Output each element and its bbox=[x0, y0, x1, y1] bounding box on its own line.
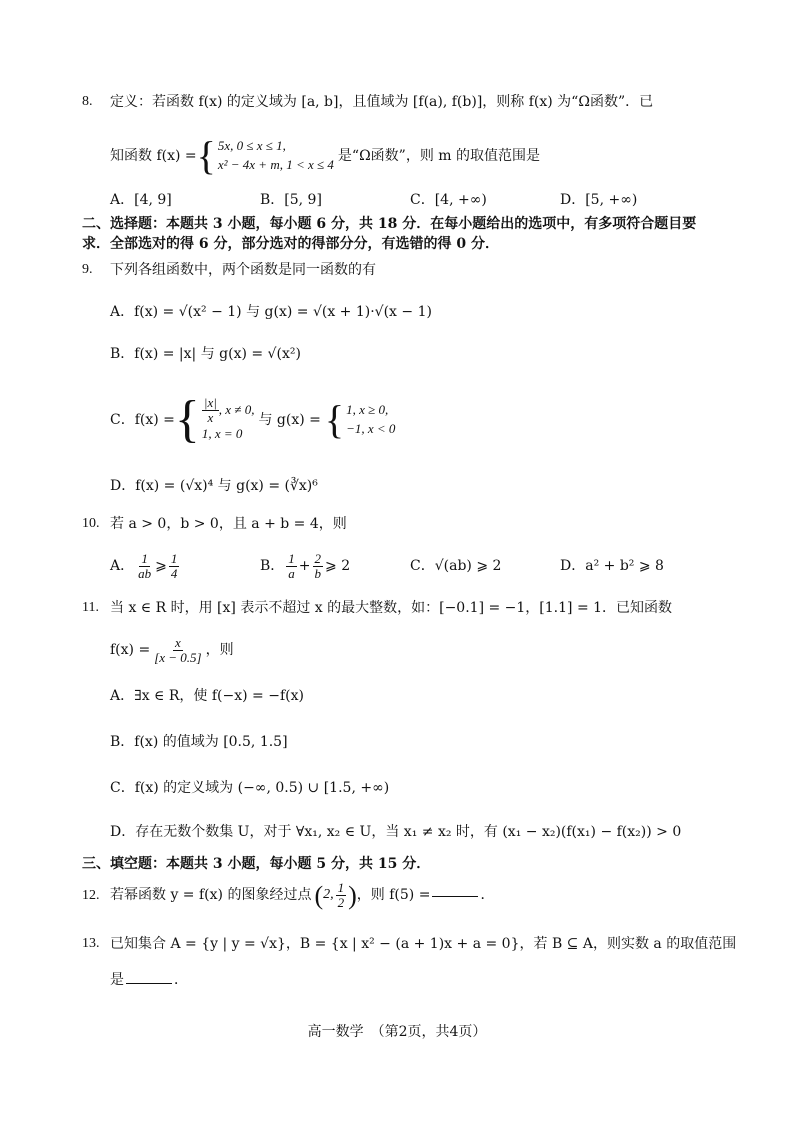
q11-option-d: D．存在无数个数集 U，对于 ∀x₁, x₂ ∈ U，当 x₁ ≠ x₂ 时，有 (x₁ − x₂)(f(x₁) − f(x₂)) > 0 bbox=[110, 824, 682, 840]
section2-heading-line2: 求．全部选对的得 6 分，部分选对的得部分分，有选错的得 0 分． bbox=[82, 236, 499, 252]
q10-option-d: D．a² + b² ⩾ 8 bbox=[560, 558, 664, 574]
section3-heading: 三、填空题：本题共 3 小题，每小题 5 分，共 15 分． bbox=[82, 856, 431, 872]
q8-line1: 定义：若函数 f(x) 的定义域为 [a, b]，且值域为 [f(a), f(b)]，则称 f(x) 为“Ω函数”．已 bbox=[110, 94, 654, 110]
q11-func-num: x bbox=[175, 635, 181, 650]
q10-b-rel: ⩾ 2 bbox=[325, 558, 351, 575]
q12-stem bbox=[110, 880, 494, 911]
answer-blank[interactable] bbox=[432, 895, 478, 897]
q10-b-den1: a bbox=[288, 566, 295, 582]
paren-close-glyph: ) bbox=[348, 881, 357, 910]
q12-number: 12. bbox=[82, 888, 100, 903]
q11-option-a: A．∃x ∈ R，使 f(−x) = −f(x) bbox=[110, 688, 304, 704]
q13-line2 bbox=[110, 972, 188, 989]
q9-option-c bbox=[110, 391, 396, 448]
q10-option-a bbox=[110, 552, 181, 582]
q9-stem: 下列各组函数中，两个函数是同一函数的有 bbox=[110, 262, 376, 278]
q12-point-den: 2 bbox=[337, 895, 345, 911]
q13-line1: 已知集合 A = {y | y = √x}，B = {x | x² − (a + 1)x + a = 0}，若 B ⊆ A，则实数 a 的取值范围 bbox=[110, 936, 737, 952]
q10-stem: 若 a > 0，b > 0，且 a + b = 4，则 bbox=[110, 516, 347, 532]
q9-c-f-num: |x| bbox=[203, 394, 217, 410]
q10-b-plus: + bbox=[298, 558, 311, 575]
q11-option-c: C．f(x) 的定义域为 (−∞, 0.5) ∪ [1.5, +∞) bbox=[110, 780, 390, 796]
brace-glyph: { bbox=[196, 133, 216, 178]
brace-glyph: { bbox=[324, 397, 345, 442]
q10-b-num1: 1 bbox=[288, 551, 295, 566]
q11-func-den: [x − 0.5] bbox=[154, 650, 202, 666]
q9-option-c-prefix: C．f(x) = bbox=[110, 411, 175, 428]
answer-blank[interactable] bbox=[126, 982, 172, 984]
q10-a-den: ab bbox=[138, 566, 152, 582]
q12-pre: 若幂函数 y = f(x) 的图象经过点 bbox=[110, 887, 312, 904]
q12-end: ． bbox=[480, 887, 495, 904]
brace-glyph: { bbox=[174, 391, 200, 448]
q9-c-g-piecewise bbox=[324, 397, 396, 442]
q8-line2-suffix: 是“Ω函数”，则 m 的取值范围是 bbox=[337, 147, 541, 164]
q10-b-num2: 2 bbox=[314, 551, 322, 566]
q8-option-c: C．[4, +∞) bbox=[410, 192, 487, 208]
q8-number: 8. bbox=[82, 94, 93, 109]
q8-case2: x² − 4x + m, 1 < x ≤ 4 bbox=[217, 157, 334, 172]
q8-option-d: D．[5, +∞) bbox=[560, 192, 638, 208]
q10-a-rel: ⩾ bbox=[155, 558, 167, 575]
q8-option-a: A．[4, 9] bbox=[110, 192, 172, 208]
q11-option-b: B．f(x) 的值域为 [0.5, 1.5] bbox=[110, 734, 288, 750]
q8-option-b: B．[5, 9] bbox=[260, 192, 322, 208]
q8-line2-prefix: 知函数 f(x) = bbox=[110, 147, 197, 164]
q10-a-rden: 4 bbox=[170, 566, 178, 582]
q8-piecewise bbox=[196, 133, 334, 178]
q12-point-x: 2, bbox=[323, 887, 334, 903]
q9-c-f-piecewise bbox=[174, 391, 255, 448]
q10-number: 10. bbox=[82, 516, 100, 531]
q13-line2-pre: 是 bbox=[110, 972, 124, 988]
page-footer: 高一数学 （第2页，共4页） bbox=[307, 1024, 487, 1040]
q9-option-a: A．f(x) = √(x² − 1) 与 g(x) = √(x + 1)·√(x − 1) bbox=[110, 304, 432, 320]
q9-c-f-case2: 1, x = 0 bbox=[201, 426, 243, 442]
q12-point-num: 1 bbox=[337, 879, 345, 895]
q9-option-b: B．f(x) = |x| 与 g(x) = √(x²) bbox=[110, 346, 301, 362]
q13-line2-end: ． bbox=[174, 972, 188, 988]
q10-option-c: C．√(ab) ⩾ 2 bbox=[410, 558, 502, 574]
q9-number: 9. bbox=[82, 262, 93, 277]
q11-stem: 当 x ∈ R 时，用 [x] 表示不超过 x 的最大整数，如：[−0.1] = −1，[1.1] = 1．已知函数 bbox=[110, 600, 673, 616]
q10-b-label: B． bbox=[260, 558, 285, 575]
q10-b-den2: b bbox=[314, 566, 322, 582]
paren-open-glyph: ( bbox=[314, 881, 324, 910]
q8-case1: 5x, 0 ≤ x ≤ 1, bbox=[217, 138, 286, 154]
q10-a-num: 1 bbox=[141, 551, 148, 566]
q10-a-rnum: 1 bbox=[170, 551, 178, 566]
q9-c-g-case1: 1, x ≥ 0, bbox=[346, 402, 389, 418]
q9-option-d: D．f(x) = (√x)⁴ 与 g(x) = (∛x)⁶ bbox=[110, 478, 318, 494]
q11-func-prefix: f(x) = bbox=[110, 642, 151, 659]
q13-number: 13. bbox=[82, 936, 100, 951]
q11-number: 11. bbox=[82, 600, 99, 615]
q9-c-g-case2: −1, x < 0 bbox=[346, 421, 396, 436]
q9-c-f-cond: , x ≠ 0, bbox=[218, 402, 255, 418]
q10-option-b bbox=[260, 552, 350, 582]
q11-func-suffix: ，则 bbox=[205, 642, 234, 659]
section2-heading-line1: 二、选择题：本题共 3 小题，每小题 6 分，共 18 分．在每小题给出的选项中，有多项符合题目要 bbox=[82, 216, 697, 232]
q9-option-c-mid: 与 g(x) = bbox=[258, 411, 321, 428]
q9-c-f-den: x bbox=[207, 410, 214, 426]
q12-post: ，则 f(5) = bbox=[356, 887, 431, 904]
q11-function bbox=[110, 636, 234, 666]
q10-a-label: A． bbox=[110, 558, 135, 575]
q8-line2 bbox=[110, 133, 541, 178]
